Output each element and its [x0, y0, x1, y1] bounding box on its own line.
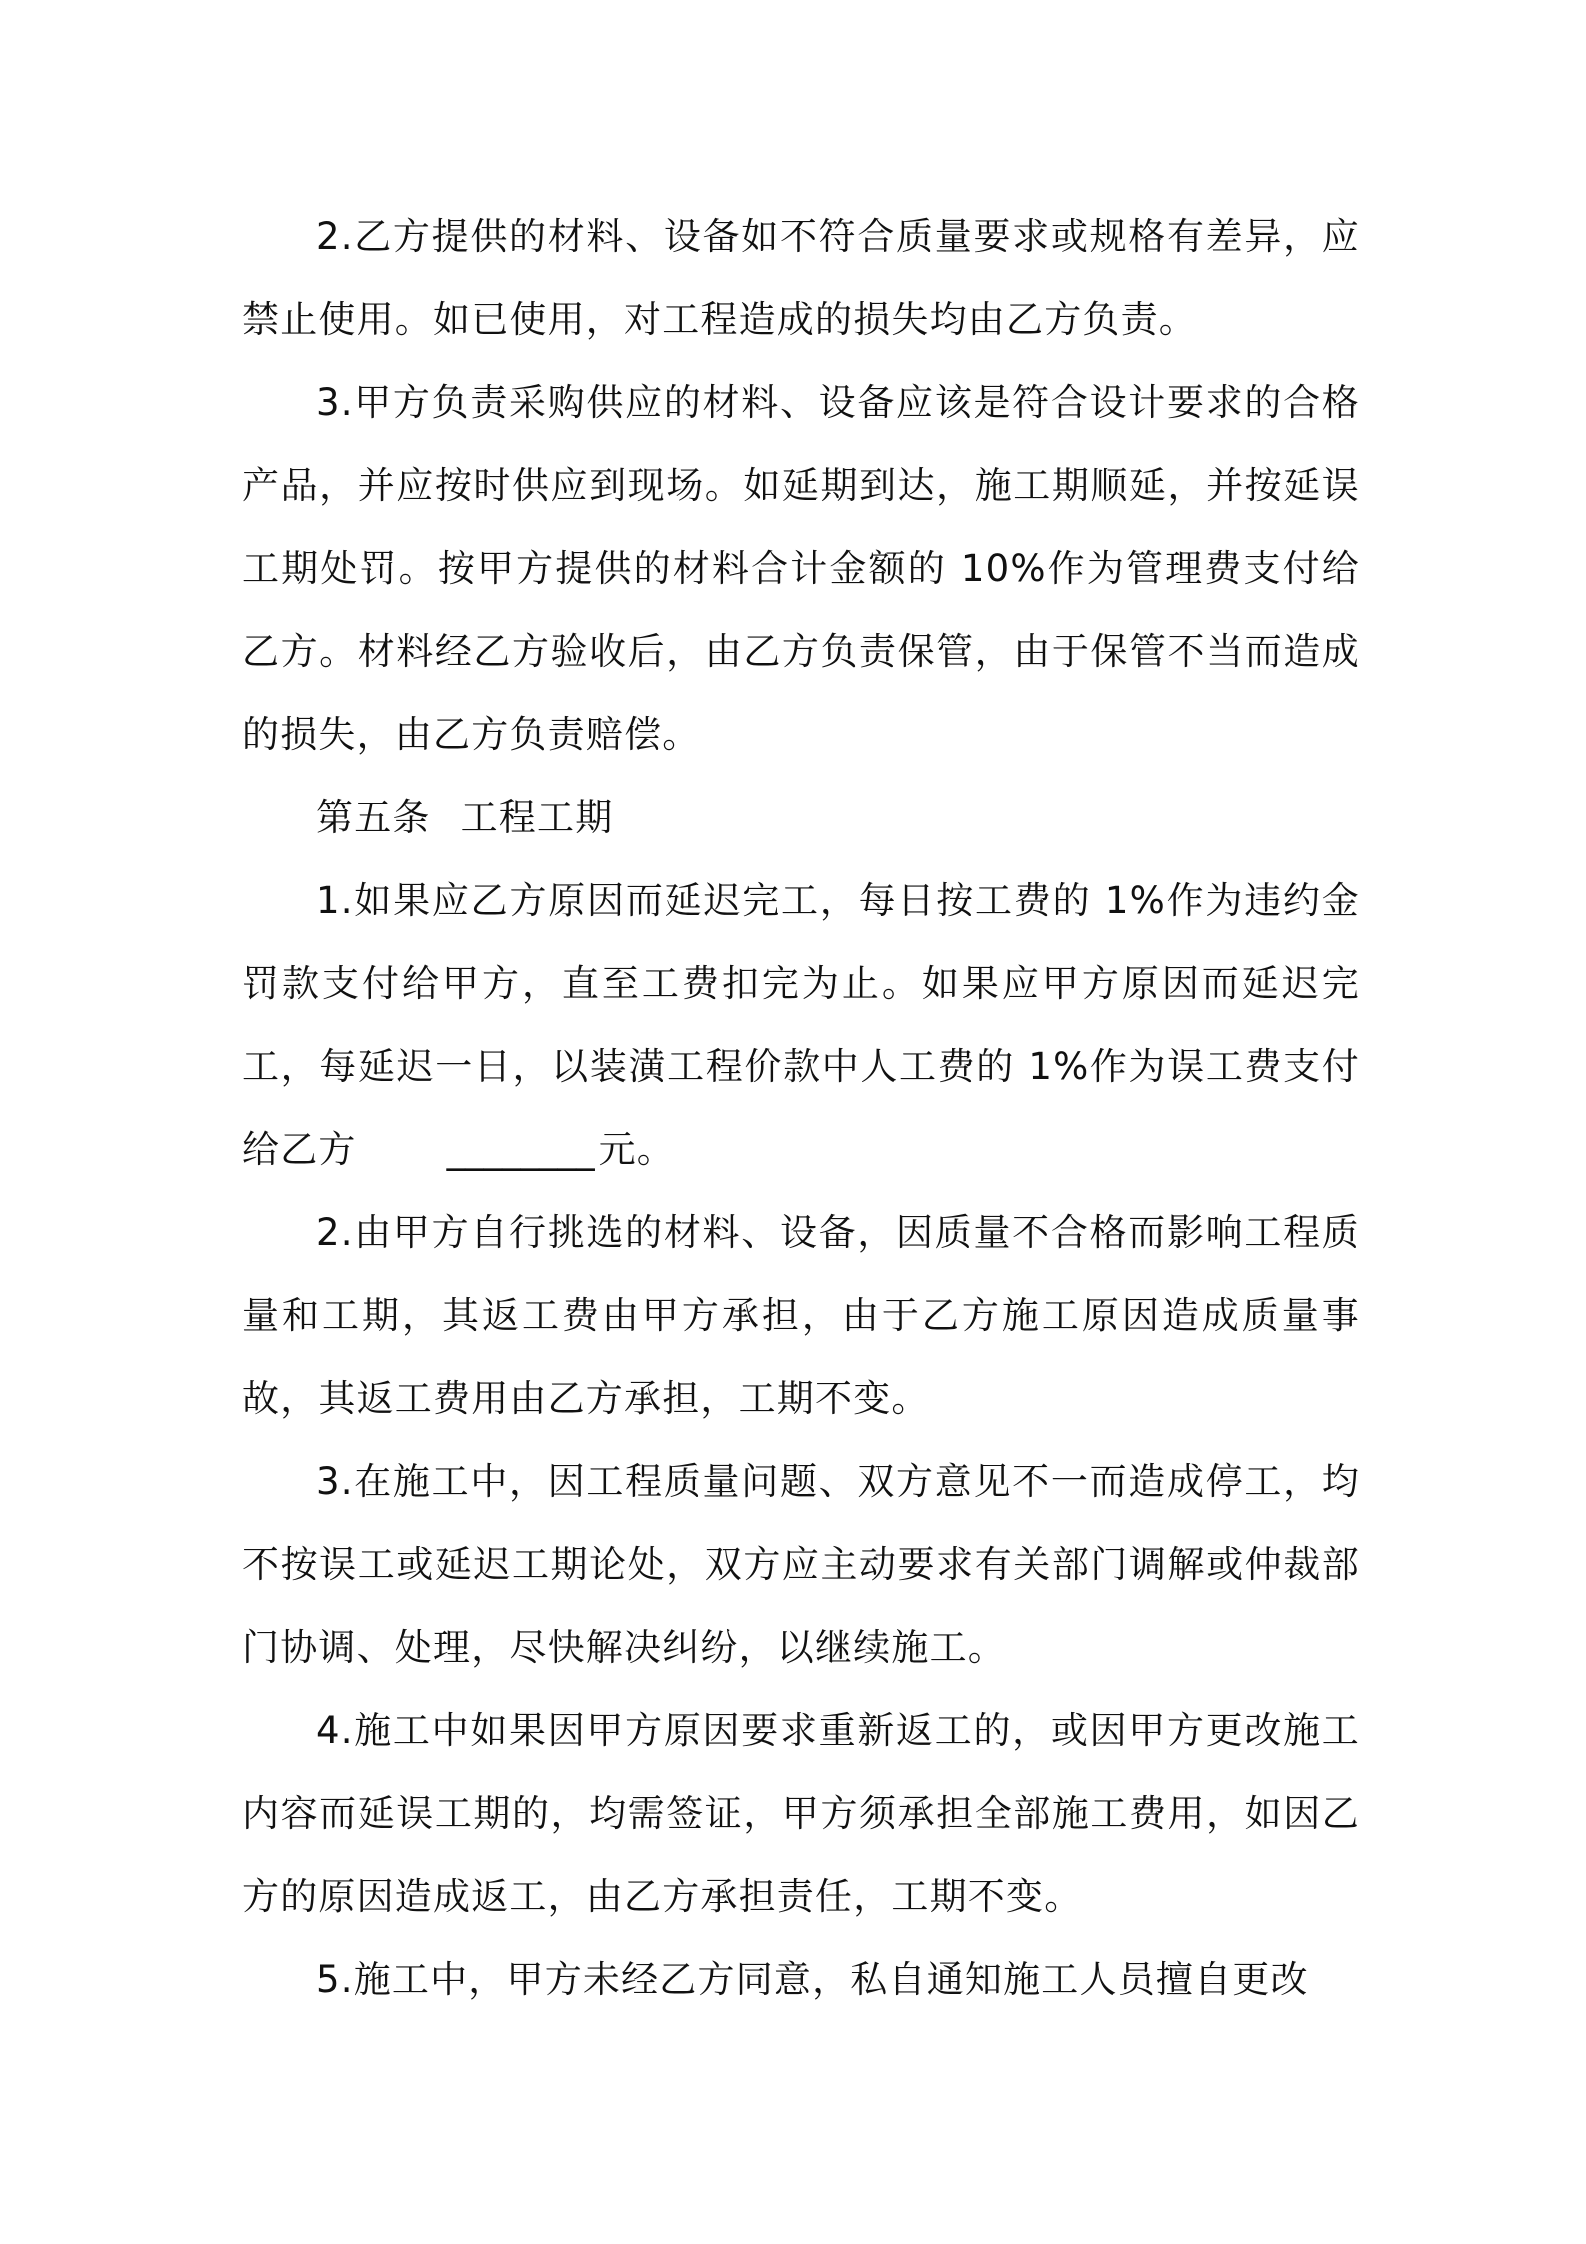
section-heading [242, 776, 1360, 859]
paragraph-4-3: 3.甲方负责采购供应的材料、设备应该是符合设计要求的合格产品，并应按时供应到现场。如延期到达，施工期顺延，并按延误工期处罚。按甲方提供的材料合计金额的 10%作为管理费支付给乙方。材料经乙方验收后，由乙方负责保管，由于保管不当而造成的损失，由乙方负责赔偿。 [242, 381, 1360, 756]
paragraph-5-1-text: 1.如果应乙方原因而延迟完工，每日按工费的 1%作为违约金罚款支付给甲方，直至工费扣完为止。如果应甲方原因而延迟完工，每延迟一日，以装潢工程价款中人工费的 1%作为误工费支付给乙方 [242, 879, 1360, 1171]
paragraph-5-3: 3.在施工中，因工程质量问题、双方意见不一而造成停工，均不按误工或延迟工期论处，双方应主动要求有关部门调解或仲裁部门协调、处理，尽快解决纠纷，以继续施工。 [242, 1460, 1360, 1669]
section-number: 第五条 [316, 796, 431, 839]
paragraph-5-1 [242, 859, 1360, 1191]
paragraph-5-5: 5.施工中，甲方未经乙方同意，私自通知施工人员擅自更改 [316, 1958, 1309, 2001]
document-body [242, 195, 1360, 2021]
fill-in-blank[interactable]: ________ [446, 1128, 595, 1171]
section-title: 工程工期 [460, 796, 614, 839]
paragraph-5-2: 2.由甲方自行挑选的材料、设备，因质量不合格而影响工程质量和工期，其返工费由甲方承担，由于乙方施工原因造成质量事故，其返工费用由乙方承担，工期不变。 [242, 1211, 1360, 1420]
paragraph-5-1-suffix: 元。 [598, 1128, 676, 1171]
paragraph-4-2: 2.乙方提供的材料、设备如不符合质量要求或规格有差异，应禁止使用。如已使用，对工程造成的损失均由乙方负责。 [242, 215, 1360, 341]
paragraph-5-4: 4.施工中如果因甲方原因要求重新返工的，或因甲方更改施工内容而延误工期的，均需签证，甲方须承担全部施工费用，如因乙方的原因造成返工，由乙方承担责任，工期不变。 [242, 1709, 1360, 1918]
